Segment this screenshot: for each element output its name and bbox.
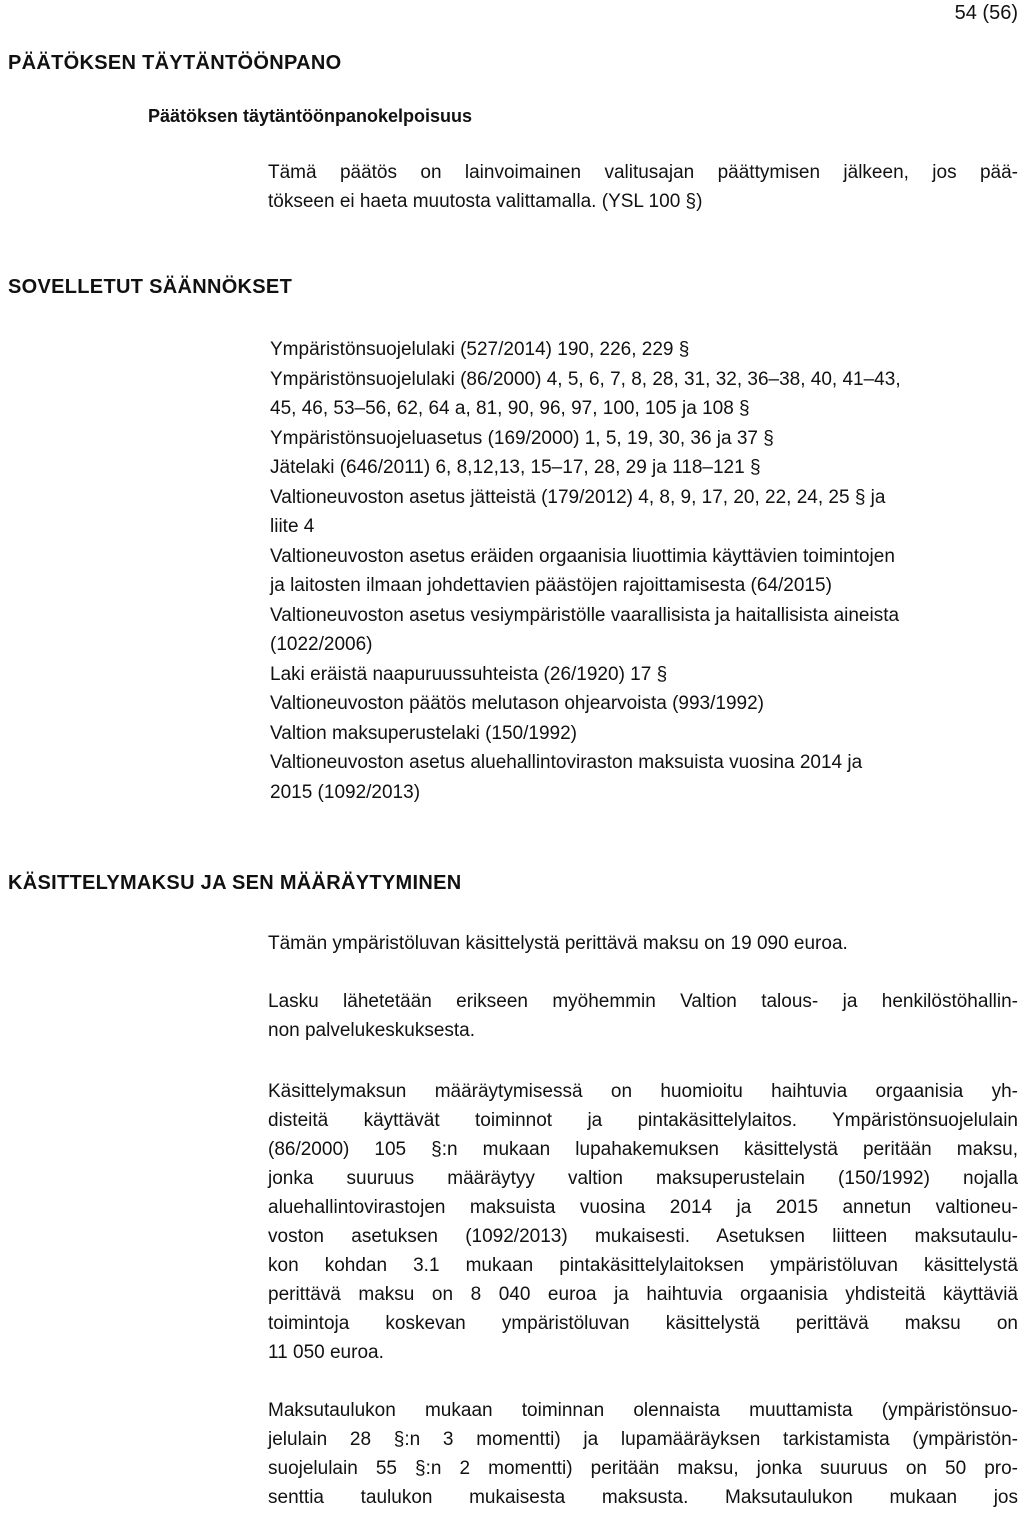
fee-p3-line: jonka suuruus määräytyy valtion maksuperustelain (150/1992) nojalla bbox=[268, 1168, 1018, 1189]
regulation-item: Valtioneuvoston asetus eräiden orgaanisia liuottimia käyttävien toimintojen bbox=[270, 545, 895, 567]
regulation-item: liite 4 bbox=[270, 516, 315, 537]
fee-p4-line: Maksutaulukon mukaan toiminnan olennaista muuttamista (ympäristönsuo- bbox=[268, 1400, 1018, 1421]
fee-p3-line: kon kohdan 3.1 mukaan pintakäsittelylaitoksen ympäristöluvan käsittelystä bbox=[268, 1255, 1018, 1276]
regulation-item: Valtioneuvoston asetus vesiympäristölle vaarallisista ja haitallisista aineista bbox=[270, 604, 900, 626]
fee-paragraph-2 bbox=[268, 987, 1018, 1045]
regulation-item: ja laitosten ilmaan johdettavien päästöjen rajoittamisesta (64/2015) bbox=[270, 575, 832, 596]
regulation-item: Jätelaki (646/2011) 6, 8,12,13, 15–17, 28, 29 ja 118–121 § bbox=[270, 457, 761, 478]
fee-p4-line: jelulain 28 §:n 3 momentti) ja lupamääräyksen tarkistamista (ympäristön- bbox=[268, 1429, 1018, 1450]
regulation-item: Ympäristönsuojelulaki (527/2014) 190, 226, 229 § bbox=[270, 339, 690, 360]
heading-fee: KÄSITTELYMAKSU JA SEN MÄÄRÄYTYMINEN bbox=[8, 872, 462, 894]
execution-line-2: tökseen ei haeta muutosta valittamalla. (YSL 100 §) bbox=[268, 191, 703, 212]
regulation-item: Valtion maksuperustelaki (150/1992) bbox=[270, 722, 577, 744]
fee-p3-line: voston asetuksen (1092/2013) mukaisesti. Asetuksen liitteen maksutaulu- bbox=[268, 1226, 1018, 1247]
fee-p3-line: perittävä maksu on 8 040 euroa ja haihtuvia orgaanisia yhdisteitä käyttäviä bbox=[268, 1284, 1018, 1305]
regulation-item: 45, 46, 53–56, 62, 64 a, 81, 90, 96, 97, 100, 105 ja 108 § bbox=[270, 398, 750, 419]
regulation-item: Laki eräistä naapuruussuhteista (26/1920) 17 § bbox=[270, 663, 668, 685]
heading-execution: PÄÄTÖKSEN TÄYTÄNTÖÖNPANO bbox=[8, 52, 342, 74]
fee-p2-line-1: Lasku lähetetään erikseen myöhemmin Valtion talous- ja henkilöstöhallin- bbox=[268, 991, 1018, 1012]
execution-text bbox=[268, 158, 1018, 216]
fee-p3-line: 11 050 euroa. bbox=[268, 1342, 384, 1363]
regulation-item: (1022/2006) bbox=[270, 634, 373, 655]
fee-paragraph-4 bbox=[268, 1396, 1018, 1512]
regulation-item: Ympäristönsuojelulaki (86/2000) 4, 5, 6, 7, 8, 28, 31, 32, 36–38, 40, 41–43, bbox=[270, 368, 901, 390]
regulation-item: Valtioneuvoston asetus aluehallintoviraston maksuista vuosina 2014 ja bbox=[270, 752, 863, 773]
regulation-item: 2015 (1092/2013) bbox=[270, 781, 421, 803]
fee-paragraph-1: Tämän ympäristöluvan käsittelystä perittävä maksu on 19 090 euroa. bbox=[268, 933, 848, 954]
regulation-item: Ympäristönsuojeluasetus (169/2000) 1, 5, 19, 30, 36 ja 37 § bbox=[270, 427, 774, 449]
page-number: 54 (56) bbox=[954, 2, 1018, 24]
execution-line-1: Tämä päätös on lainvoimainen valitusajan päättymisen jälkeen, jos pää- bbox=[268, 162, 1018, 183]
fee-p3-line: (86/2000) 105 §:n mukaan lupahakemuksen käsittelystä peritään maksu, bbox=[268, 1139, 1018, 1160]
fee-paragraph-3 bbox=[268, 1077, 1018, 1367]
regulation-item: Valtioneuvoston päätös melutason ohjearvoista (993/1992) bbox=[270, 693, 764, 714]
fee-p3-line: Käsittelymaksun määräytymisessä on huomioitu haihtuvia orgaanisia yh- bbox=[268, 1081, 1018, 1102]
regulations-list bbox=[270, 335, 1022, 807]
fee-p4-line: senttia taulukon mukaisesta maksusta. Maksutaulukon mukaan jos bbox=[268, 1487, 1018, 1508]
subheading-enforceability: Päätöksen täytäntöönpanokelpoisuus bbox=[148, 106, 473, 126]
fee-p3-line: toimintoja koskevan ympäristöluvan käsittelystä perittävä maksu on bbox=[268, 1313, 1018, 1334]
heading-regulations: SOVELLETUT SÄÄNNÖKSET bbox=[8, 276, 293, 298]
fee-p2-line-2: non palvelukeskuksesta. bbox=[268, 1020, 476, 1041]
fee-p3-line: aluehallintovirastojen maksuista vuosina 2014 ja 2015 annetun valtioneu- bbox=[268, 1197, 1018, 1218]
fee-p4-line: suojelulain 55 §:n 2 momentti) peritään maksu, jonka suuruus on 50 pro- bbox=[268, 1458, 1018, 1479]
regulation-item: Valtioneuvoston asetus jätteistä (179/2012) 4, 8, 9, 17, 20, 22, 24, 25 § ja bbox=[270, 486, 886, 508]
fee-p3-line: disteitä käyttävät toiminnot ja pintakäsittelylaitos. Ympäristönsuojelulain bbox=[268, 1110, 1018, 1131]
